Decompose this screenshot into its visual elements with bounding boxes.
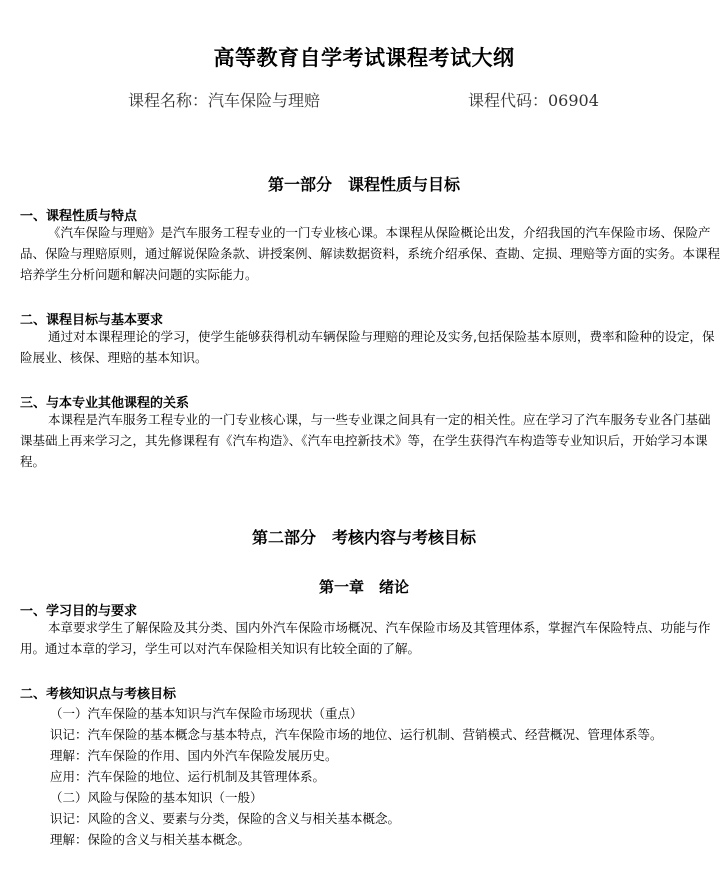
- part1-section1-text: 《汽车保险与理赔》是汽车服务工程专业的一门专业核心课。本课程从保险概论出发，介绍我国的汽车保险市场、保险产品、保险与理赔原则，通过解说保险条款、讲授案例、解读数据资料，系统介绍承保、查勘、定损、理赔等方面的实务。本课程培养学生分析问题和解决问题的实际能力。: [20, 225, 721, 282]
- part1-section1-heading: 一、课程性质与特点: [20, 209, 138, 224]
- part2-section2-heading: 二、考核知识点与考核目标: [20, 687, 177, 702]
- course-code: 课程代码：06904: [468, 91, 599, 110]
- knowledge-point-2-heading: （二）风险与保险的基本知识（一般）: [50, 790, 263, 805]
- part1-section3-text: 本课程是汽车服务工程专业的一门专业核心课，与一些专业课之间具有一定的相关性。应在学习了汽车服务专业各门基础课基础上再来学习之，其先修课程有《汽车构造》、《汽车电控新技术》等，在学生获得汽车构造等专业知识后，开始学习本课程。: [20, 412, 711, 469]
- part2-section1-text: 本章要求学生了解保险及其分类、国内外汽车保险市场概况、汽车保险市场及其管理体系，掌握汽车保险特点、功能与作用。通过本章的学习，学生可以对汽车保险相关知识有比较全面的了解。: [20, 620, 711, 656]
- chapter1-title: 第一章 绪论: [318, 578, 409, 596]
- document-title: 高等教育自学考试课程考试大纲: [213, 45, 515, 70]
- knowledge-point-2-understand: 理解：保险的含义与相关基本概念。: [50, 832, 251, 847]
- part1-title: 第一部分 课程性质与目标: [267, 175, 460, 194]
- course-name: 课程名称：汽车保险与理赔: [128, 91, 321, 110]
- knowledge-point-2-memorize: 识记：风险的含义、要素与分类，保险的含义与相关基本概念。: [50, 811, 401, 826]
- knowledge-point-1-heading: （一）汽车保险的基本知识与汽车保险市场现状（重点）: [50, 706, 363, 721]
- knowledge-point-1-memorize: 识记：汽车保险的基本概念与基本特点，汽车保险市场的地位、运行机制、营销模式、经营概况、管理体系等。: [50, 727, 663, 742]
- part1-section2-text: 通过对本课程理论的学习，使学生能够获得机动车辆保险与理赔的理论及实务,包括保险基本原则，费率和险种的设定，保险展业、核保、理赔的基本知识。: [20, 329, 715, 365]
- knowledge-point-1-apply: 应用：汽车保险的地位、运行机制及其管理体系。: [50, 769, 326, 784]
- part1-section2-heading: 二、课程目标与基本要求: [20, 313, 164, 328]
- knowledge-point-1-understand: 理解：汽车保险的作用、国内外汽车保险发展历史。: [50, 748, 338, 763]
- part2-section1-heading: 一、学习目的与要求: [20, 604, 138, 619]
- part1-section3-heading: 三、与本专业其他课程的关系: [20, 396, 190, 411]
- part2-title: 第二部分 考核内容与考核目标: [251, 528, 476, 547]
